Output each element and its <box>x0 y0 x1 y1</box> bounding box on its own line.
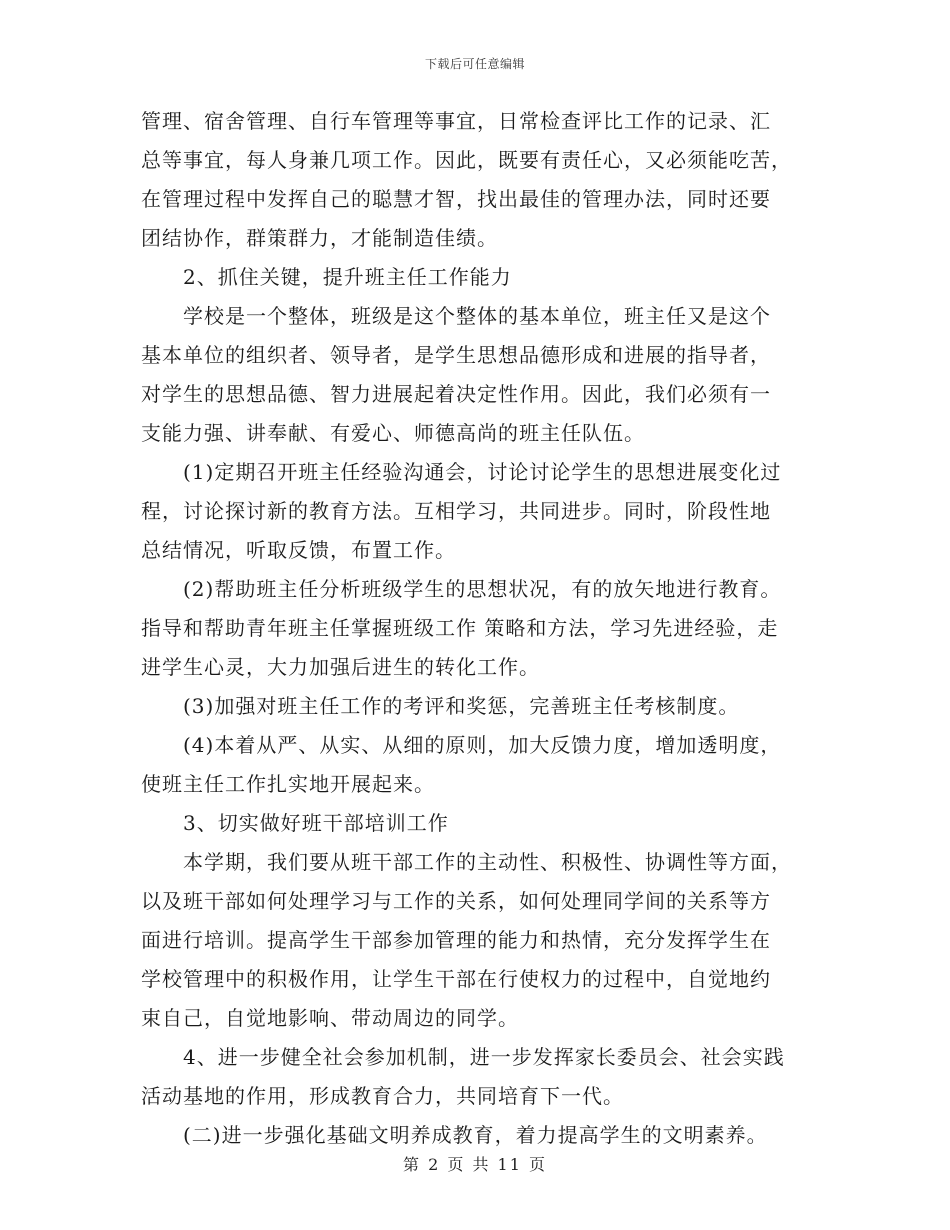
text-line: 管理、宿舍管理、自行车管理等事宜，日常检查评比工作的记录、汇 <box>141 109 771 133</box>
text-line: 程，讨论探讨新的教育方法。互相学习，共同进步。同时，阶段性地 <box>141 499 771 523</box>
list-item: (1)定期召开班主任经验沟通会，讨论讨论学生的思想进展变化过 <box>141 460 782 484</box>
text-line: 学校是一个整体，班级是这个整体的基本单位，班主任又是这个 <box>141 304 771 328</box>
text-line: 在管理过程中发挥自己的聪慧才智，找出最佳的管理办法，同时还要 <box>141 187 771 211</box>
section-heading: 3、切实做好班干部培训工作 <box>141 811 449 835</box>
text-line: 进学生心灵，大力加强后进生的转化工作。 <box>141 655 540 679</box>
text-line: 团结协作，群策群力，才能制造佳绩。 <box>141 226 498 250</box>
page-header: 下载后可任意编辑 <box>424 57 525 71</box>
list-item: (4)本着从严、从实、从细的原则，加大反馈力度，增加透明度， <box>141 733 782 757</box>
text-line: 基本单位的组织者、领导者，是学生思想品德形成和进展的指导者， <box>141 343 771 367</box>
text-line: 本学期，我们要从班干部工作的主动性、积极性、协调性等方面， <box>141 850 792 874</box>
list-item: (2)帮助班主任分析班级学生的思想状况，有的放矢地进行教育。 <box>141 577 782 601</box>
text-line: 对学生的思想品德、智力进展起着决定性作用。因此，我们必须有一 <box>141 382 771 406</box>
text-line: 支能力强、讲奉献、有爱心、师德高尚的班主任队伍。 <box>141 421 645 445</box>
text-line: 总结情况，听取反馈，布置工作。 <box>141 538 456 562</box>
text-line: 指导和帮助青年班主任掌握班级工作 策略和方法，学习先进经验，走 <box>141 616 779 640</box>
text-line: 以及班干部如何处理学习与工作的关系，如何处理同学间的关系等方 <box>141 889 771 913</box>
text-line: 总等事宜，每人身兼几项工作。因此，既要有责任心，又必须能吃苦， <box>141 148 792 172</box>
text-line: 学校管理中的积极作用，让学生干部在行使权力的过程中，自觉地约 <box>141 967 771 991</box>
section-heading: 4、进一步健全社会参加机制，进一步发挥家长委员会、社会实践 <box>141 1045 785 1069</box>
text-line: 束自己，自觉地影响、带动周边的同学。 <box>141 1006 519 1030</box>
text-line: 活动基地的作用，形成教育合力，共同培育下一代。 <box>141 1084 624 1108</box>
text-line: 面进行培训。提高学生干部参加管理的能力和热情，充分发挥学生在 <box>141 928 771 952</box>
section-heading: (二)进一步强化基础文明养成教育，着力提高学生的文明素养。 <box>141 1123 768 1147</box>
document-body <box>141 102 809 1155</box>
text-line: 使班主任工作扎实地开展起来。 <box>141 772 435 796</box>
page-number: 第 2 页 共 11 页 <box>403 1155 547 1174</box>
list-item: (3)加强对班主任工作的考评和奖惩，完善班主任考核制度。 <box>141 694 740 718</box>
section-heading: 2、抓住关键，提升班主任工作能力 <box>141 265 512 289</box>
